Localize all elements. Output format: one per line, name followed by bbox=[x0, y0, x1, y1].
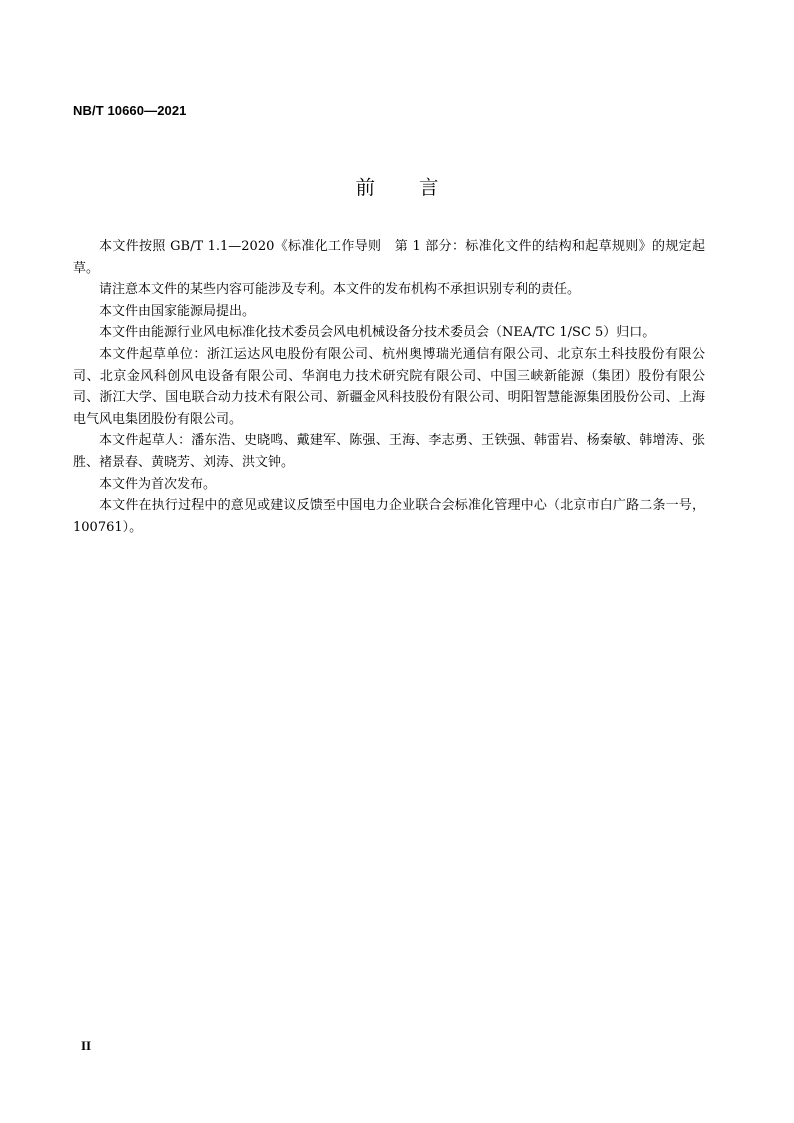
paragraph-drafting-units: 本文件起草单位：浙江运达风电股份有限公司、杭州奥博瑞光通信有限公司、北京东土科技股份有限公司、北京金风科创风电设备有限公司、华润电力技术研究院有限公司、中国三峡新能源（集团）股份有限公司、浙江大学、国电联合动力技术有限公司、新疆金风科技股份有限公司、明阳智慧能源集团股份公司、上海电气风电集团股份有限公司。 bbox=[73, 346, 705, 427]
page-number: II bbox=[81, 1038, 92, 1053]
title-char-1: 前 bbox=[355, 176, 375, 199]
paragraph-drafting-rules: 本文件按照 GB/T 1.1—2020《标准化工作导则 第 1 部分：标准化文件的结构和起草规则》的规定起草。 bbox=[73, 239, 705, 276]
title-char-2: 言 bbox=[419, 176, 439, 199]
paragraph-feedback: 本文件在执行过程中的意见或建议反馈至中国电力企业联合会标准化管理中心（北京市白广路二条一号，100761）。 bbox=[73, 498, 705, 535]
paragraph-patent-notice: 请注意本文件的某些内容可能涉及专利。本文件的发布机构不承担识别专利的责任。 bbox=[99, 282, 581, 298]
paragraph-drafters: 本文件起草人：潘东浩、史晓鸣、戴建军、陈强、王海、李志勇、王铁强、韩雷岩、杨秦敏、韩增涛、张胜、褚景春、黄晓芳、刘涛、洪文钟。 bbox=[73, 433, 705, 470]
paragraph-proposer: 本文件由国家能源局提出。 bbox=[99, 303, 256, 319]
page-title bbox=[0, 172, 794, 200]
paragraph-first-release: 本文件为首次发布。 bbox=[99, 476, 217, 492]
standard-code: NB/T 10660—2021 bbox=[73, 103, 187, 118]
foreword-body bbox=[73, 236, 705, 538]
paragraph-committee: 本文件由能源行业风电标准化技术委员会风电机械设备分技术委员会（NEA/TC 1/SC 5）归口。 bbox=[99, 325, 656, 341]
